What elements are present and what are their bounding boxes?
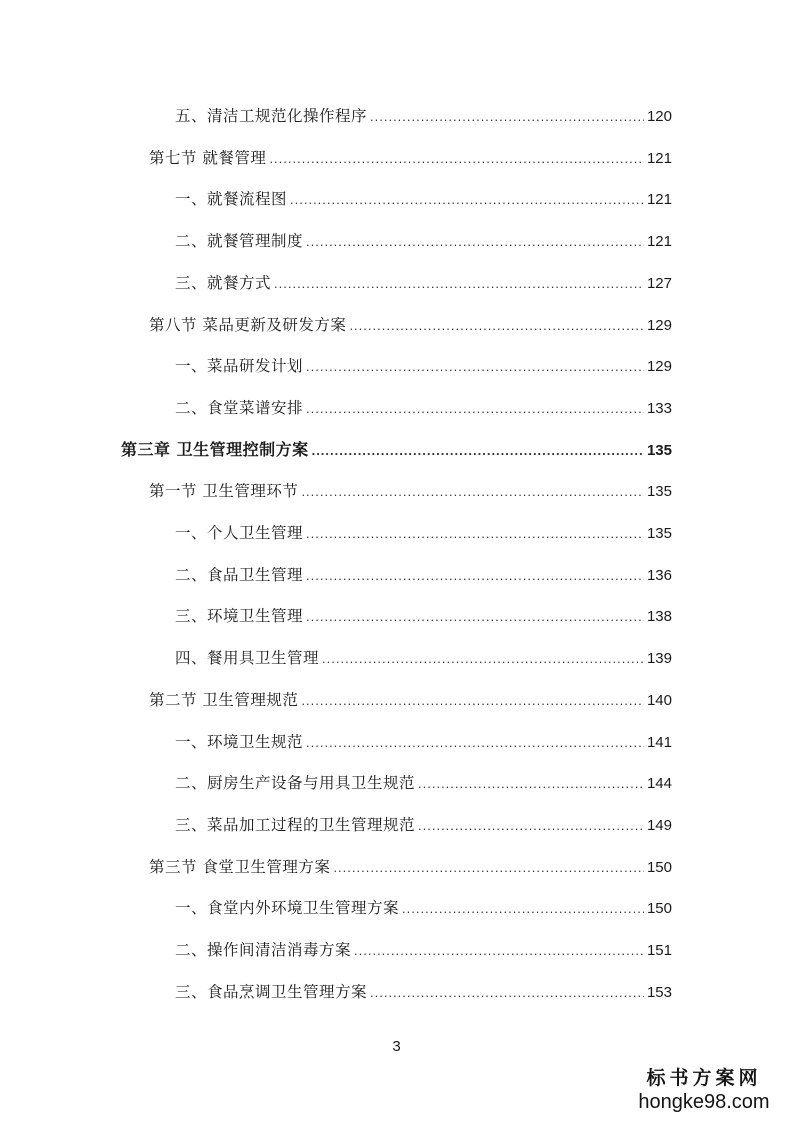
toc-entry-item[interactable] [175, 771, 672, 795]
toc-dot-leader [301, 480, 644, 504]
toc-entry-title: 三、菜品加工过程的卫生管理规范 [175, 816, 416, 834]
toc-entry-item[interactable] [175, 187, 672, 211]
toc-entry-page-number: 149 [646, 817, 672, 834]
toc-entry-item[interactable] [175, 229, 672, 253]
toc-dot-leader [349, 314, 644, 338]
toc-entry-title: 一、就餐流程图 [175, 190, 288, 208]
toc-entry-page-number: 151 [646, 942, 672, 959]
toc-entry-title: 第一节 卫生管理环节 [149, 482, 299, 500]
toc-entry-page-number: 140 [646, 692, 672, 709]
toc-entry-title: 第三章 卫生管理控制方案 [121, 440, 309, 459]
page-number: 3 [392, 1038, 401, 1055]
toc-dot-leader [269, 147, 644, 171]
toc-dot-leader [306, 605, 644, 629]
toc-entry-item[interactable] [175, 730, 672, 754]
toc-dot-leader [418, 814, 644, 838]
toc-entry-title: 第八节 菜品更新及研发方案 [149, 316, 347, 334]
toc-entry-item[interactable] [175, 813, 672, 837]
toc-entry-title: 二、操作间清洁消毒方案 [175, 941, 352, 959]
toc-dot-leader [370, 981, 644, 1005]
toc-entry-page-number: 135 [646, 442, 672, 459]
toc-entry-title: 三、就餐方式 [175, 274, 272, 292]
toc-entry-page-number: 121 [646, 150, 672, 167]
toc-entry-section[interactable] [149, 313, 672, 337]
toc-entry-item[interactable] [175, 104, 672, 128]
toc-entry-page-number: 121 [646, 191, 672, 208]
toc-entry-item[interactable] [175, 396, 672, 420]
toc-dot-leader [306, 731, 644, 755]
toc-entry-page-number: 120 [646, 108, 672, 125]
toc-entry-item[interactable] [175, 271, 672, 295]
toc-entry-page-number: 141 [646, 734, 672, 751]
toc-entry-page-number: 135 [646, 525, 672, 542]
watermark-title: 标书方案网 [646, 1067, 762, 1089]
toc-dot-leader [306, 355, 644, 379]
toc-entry-section[interactable] [149, 146, 672, 170]
toc-entry-title: 二、食堂菜谱安排 [175, 399, 304, 417]
toc-entry-title: 一、环境卫生规范 [175, 733, 304, 751]
toc-entry-page-number: 133 [646, 400, 672, 417]
toc-dot-leader [370, 105, 644, 129]
toc-entry-item[interactable] [175, 938, 672, 962]
toc-entry-title: 四、餐用具卫生管理 [175, 649, 320, 667]
toc-entry-chapter[interactable] [121, 438, 672, 462]
toc-entry-title: 一、食堂内外环境卫生管理方案 [175, 899, 400, 917]
toc-dot-leader [333, 856, 644, 880]
toc-entry-page-number: 129 [646, 317, 672, 334]
toc-dot-leader [306, 564, 644, 588]
toc-dot-leader [402, 897, 644, 921]
toc-dot-leader [306, 522, 644, 546]
toc-entry-page-number: 150 [646, 859, 672, 876]
toc-dot-leader [418, 772, 644, 796]
toc-entry-section[interactable] [149, 479, 672, 503]
toc-dot-leader [312, 439, 644, 463]
toc-dot-leader [301, 689, 644, 713]
toc-entry-page-number: 135 [646, 483, 672, 500]
toc-entry-title: 三、食品烹调卫生管理方案 [175, 983, 368, 1001]
toc-entry-page-number: 127 [646, 275, 672, 292]
watermark [629, 1066, 779, 1114]
toc-entry-page-number: 121 [646, 233, 672, 250]
toc-entry-title: 二、厨房生产设备与用具卫生规范 [175, 774, 416, 792]
toc-entry-item[interactable] [175, 980, 672, 1004]
toc-entry-title: 三、环境卫生管理 [175, 607, 304, 625]
watermark-url: hongke98.com [638, 1091, 770, 1113]
toc-entry-page-number: 136 [646, 567, 672, 584]
toc-entry-page-number: 129 [646, 358, 672, 375]
toc-entry-page-number: 150 [646, 900, 672, 917]
toc-entry-item[interactable] [175, 896, 672, 920]
toc-entry-title: 一、个人卫生管理 [175, 524, 304, 542]
toc-entry-section[interactable] [149, 688, 672, 712]
toc-dot-leader [322, 647, 644, 671]
toc-entry-title: 五、清洁工规范化操作程序 [175, 107, 368, 125]
toc-entry-section[interactable] [149, 855, 672, 879]
toc-entry-item[interactable] [175, 604, 672, 628]
toc-entry-title: 第三节 食堂卫生管理方案 [149, 858, 331, 876]
toc-entry-page-number: 139 [646, 650, 672, 667]
toc-entry-page-number: 153 [646, 984, 672, 1001]
toc-entry-title: 第七节 就餐管理 [149, 149, 267, 167]
toc-entry-title: 二、就餐管理制度 [175, 232, 304, 250]
toc-dot-leader [306, 230, 644, 254]
toc-dot-leader [274, 272, 644, 296]
toc-entry-item[interactable] [175, 521, 672, 545]
toc-entry-title: 二、食品卫生管理 [175, 566, 304, 584]
toc-dot-leader [306, 397, 644, 421]
toc-dot-leader [354, 939, 644, 963]
toc-entry-page-number: 138 [646, 608, 672, 625]
toc-entry-item[interactable] [175, 354, 672, 378]
toc-entry-title: 第二节 卫生管理规范 [149, 691, 299, 709]
toc-entry-item[interactable] [175, 563, 672, 587]
toc-entry-item[interactable] [175, 646, 672, 670]
toc-dot-leader [290, 188, 644, 212]
toc-entry-title: 一、菜品研发计划 [175, 357, 304, 375]
toc-entry-page-number: 144 [646, 775, 672, 792]
